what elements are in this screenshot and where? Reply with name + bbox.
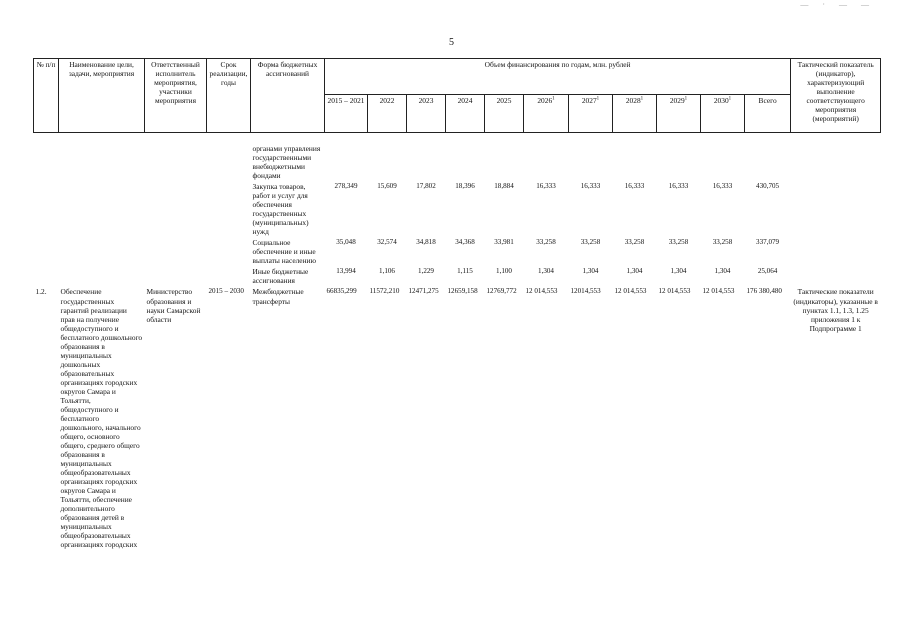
header-num: № п/п	[34, 59, 59, 133]
value-cell: 16,333	[712, 182, 733, 191]
value-cell: 34,818	[416, 238, 436, 247]
header-name: Наименование цели, задачи, мероприятия	[59, 59, 145, 133]
footnote-mark: 1	[552, 96, 555, 102]
value-cell: 35,048	[336, 238, 356, 247]
footnote-mark: 1	[640, 96, 644, 102]
value-cell: 33,258	[712, 238, 733, 247]
value-cell: 17,802	[416, 182, 436, 191]
value-cell: 12471,275	[408, 287, 439, 296]
value-cell: 16,333	[580, 182, 601, 191]
form-cell: органами управления государственными внебюджетными фондами	[252, 144, 321, 181]
year-total: Всего	[745, 95, 791, 133]
value-cell: 12 014,553	[658, 287, 691, 296]
year-2027: 2027$^1$	[569, 95, 613, 133]
value-cell: 337,079	[756, 238, 780, 247]
value-cell: 430,705	[756, 182, 780, 191]
value-cell: 18,884	[494, 182, 514, 191]
table-row-1-2	[34, 286, 881, 550]
value-cell: 1,304	[714, 267, 731, 276]
table-row	[34, 266, 881, 286]
year-2025: 2025	[485, 95, 524, 133]
value-cell: 25,064	[757, 267, 778, 276]
value-cell: 33,981	[494, 238, 514, 247]
header-form: Форма бюджетных ассигнований	[251, 59, 325, 133]
value-cell: 16,333	[668, 182, 689, 191]
year-2026: 2026$^1$	[524, 95, 569, 133]
header-funding: Объем финансирования по годам, млн. рублей	[325, 59, 791, 95]
table-row	[34, 143, 881, 181]
value-cell: 33,258	[580, 238, 601, 247]
row-number: 1.2.	[35, 287, 47, 297]
form-cell: Социальное обеспечение и иные выплаты населению	[252, 238, 317, 266]
value-cell: 33,258	[624, 238, 645, 247]
header-indicator: Тактический показатель (индикатор), характеризующий выполнение соответствующего мероприятия (мероприятий)	[791, 59, 881, 133]
value-cell: 12014,553	[570, 287, 601, 296]
header-executor: Ответственный исполнитель мероприятия, участники мероприятия	[145, 59, 207, 133]
value-cell: 1,304	[582, 267, 599, 276]
executor-cell: Министерство образования и науки Самарской области	[146, 287, 201, 324]
value-cell: 1,304	[538, 267, 554, 276]
value-cell: 1,304	[670, 267, 687, 276]
year-2023: 2023	[407, 95, 446, 133]
scan-marks: — · — —	[800, 0, 875, 9]
value-cell: 1,115	[457, 267, 473, 276]
value-cell: 1,100	[496, 267, 512, 276]
value-cell: 66835,299	[326, 287, 357, 296]
header-period: Срок реализации, годы	[207, 59, 251, 133]
value-cell: 1,229	[418, 267, 434, 276]
year-2029: 2029$^1$	[657, 95, 701, 133]
value-cell: 16,333	[536, 182, 556, 191]
year-2022: 2022	[368, 95, 407, 133]
value-cell: 278,349	[334, 182, 358, 191]
value-cell: 18,396	[455, 182, 475, 191]
value-cell: 12769,772	[486, 287, 517, 296]
value-cell: 1,106	[379, 267, 395, 276]
year-2024: 2024	[446, 95, 485, 133]
page-number: 5	[449, 37, 454, 48]
form-cell: Межбюджетные трансферты	[252, 287, 304, 306]
value-cell: 33,258	[668, 238, 689, 247]
value-cell: 12 014,553	[702, 287, 735, 296]
value-cell: 33,258	[536, 238, 556, 247]
value-cell: 16,333	[624, 182, 645, 191]
footnote-mark: 1	[684, 96, 688, 102]
value-cell: 12 014,553	[525, 287, 558, 296]
year-2028: 2028$^1$	[613, 95, 657, 133]
table-row	[34, 181, 881, 237]
period-cell: 2015 – 2030	[208, 287, 244, 296]
footnote-mark: 1	[596, 96, 600, 102]
value-cell: 12659,158	[447, 287, 478, 296]
table-row	[34, 237, 881, 266]
value-cell: 32,574	[377, 238, 397, 247]
year-2030: 2030$^1$	[701, 95, 745, 133]
value-cell: 12 014,553	[614, 287, 647, 296]
year-2015-2021: 2015 – 2021	[325, 95, 368, 133]
footnote-mark: 1	[728, 96, 732, 102]
value-cell: 176 380,480	[746, 287, 782, 296]
value-cell: 15,609	[377, 182, 397, 191]
form-cell: Закупка товаров, работ и услуг для обеспечения государственных (муниципальных) нужд	[252, 182, 309, 237]
value-cell: 13,994	[336, 267, 356, 276]
value-cell: 11572,210	[369, 287, 400, 296]
measure-name: Обеспечение государственных гарантий реализации прав на получение общедоступного и бесплатного дошкольного образования в муниципальных дошкольных образовательных организациях городских округов Самара и Тольятти, общедоступного и бесплатного дошкольного, начального общего, основного общего, среднего общего образования в муниципальных общеобразовательных организациях городских округов Самара и Тольятти, обеспечение дополнительного образования детей в муниципальных общеобразовательных организациях городских	[60, 287, 143, 550]
form-cell: Иные бюджетные ассигнования	[252, 267, 309, 286]
indicator-cell: Тактические показатели (индикаторы), указанные в пунктах 1.1, 1.3, 1.25 приложения 1 к Подпрограмме 1	[793, 287, 878, 333]
value-cell: 1,304	[626, 267, 643, 276]
value-cell: 34,368	[455, 238, 475, 247]
funding-table	[33, 58, 881, 550]
